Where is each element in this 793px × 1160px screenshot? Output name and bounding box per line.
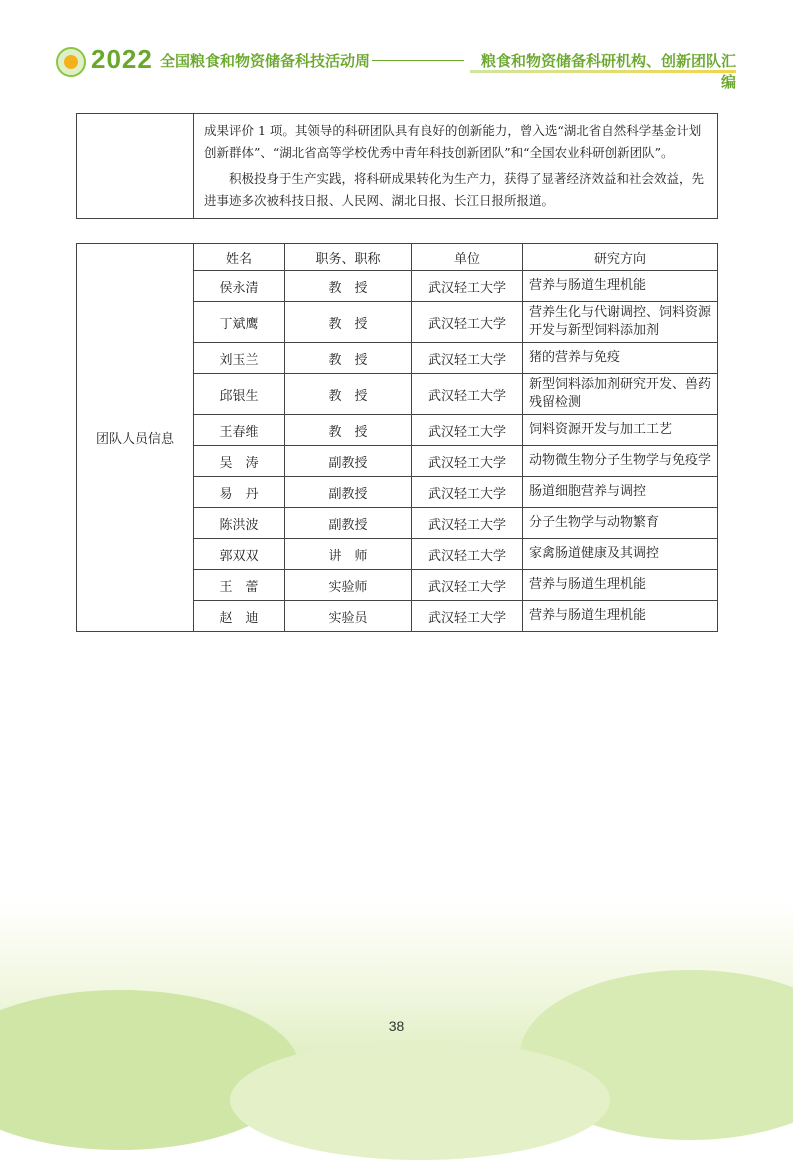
member-name: 刘玉兰 [194,343,285,374]
continuation-text-cell [194,114,718,219]
member-field: 分子生物学与动物繁育 [523,508,718,539]
member-field: 猪的营养与免疫 [523,343,718,374]
member-field: 营养与肠道生理机能 [523,570,718,601]
member-title: 副教授 [285,477,412,508]
member-field: 新型饲料添加剂研究开发、兽药残留检测 [523,374,718,415]
member-title: 教 授 [285,374,412,415]
member-unit: 武汉轻工大学 [412,343,523,374]
header-accent-bar [470,70,736,73]
member-unit: 武汉轻工大学 [412,374,523,415]
member-field: 家禽肠道健康及其调控 [523,539,718,570]
member-unit: 武汉轻工大学 [412,477,523,508]
header-event-title: 全国粮食和物资储备科技活动周 [160,52,371,70]
member-title: 副教授 [285,446,412,477]
continuation-paragraph-2: 积极投身于生产实践，将科研成果转化为生产力，获得了显著经济效益和社会效益，先进事迹多次被科技日报、人民网、湖北日报、长江日报所报道。 [204,171,705,208]
logo-emblem-icon [56,47,86,77]
member-unit: 武汉轻工大学 [412,415,523,446]
header-book-title: 粮食和物资储备科研机构、创新团队汇编 [480,52,736,91]
header-field: 研究方向 [523,244,718,271]
member-unit: 武汉轻工大学 [412,302,523,343]
member-name: 王 蕾 [194,570,285,601]
continuation-label-cell [77,114,194,219]
logo-core [64,55,78,69]
member-unit: 武汉轻工大学 [412,570,523,601]
member-unit: 武汉轻工大学 [412,539,523,570]
header-name: 姓名 [194,244,285,271]
header-unit: 单位 [412,244,523,271]
member-name: 吴 涛 [194,446,285,477]
member-name: 郭双双 [194,539,285,570]
member-name: 王春维 [194,415,285,446]
member-name: 陈洪波 [194,508,285,539]
member-name: 侯永清 [194,271,285,302]
header-title: 职务、职称 [285,244,412,271]
member-name: 赵 迪 [194,601,285,632]
footer-hill-center [230,1040,610,1160]
member-field: 饲料资源开发与加工工艺 [523,415,718,446]
header-divider [372,60,464,61]
member-name: 邱银生 [194,374,285,415]
table-header-row [77,244,718,271]
member-field: 营养与肠道生理机能 [523,271,718,302]
page-header [0,0,793,91]
member-title: 教 授 [285,302,412,343]
member-title: 教 授 [285,415,412,446]
member-unit: 武汉轻工大学 [412,601,523,632]
member-title: 副教授 [285,508,412,539]
member-field: 营养生化与代谢调控、饲料资源开发与新型饲料添加剂 [523,302,718,343]
member-field: 营养与肠道生理机能 [523,601,718,632]
continuation-table [76,113,718,219]
member-title: 实验师 [285,570,412,601]
team-section-label: 团队人员信息 [77,244,194,632]
member-name: 易 丹 [194,477,285,508]
member-title: 教 授 [285,271,412,302]
member-field: 动物微生物分子生物学与免疫学 [523,446,718,477]
member-unit: 武汉轻工大学 [412,508,523,539]
team-members-table [76,243,718,632]
member-title: 教 授 [285,343,412,374]
member-title: 讲 师 [285,539,412,570]
page-number: 38 [388,1018,405,1034]
member-unit: 武汉轻工大学 [412,271,523,302]
member-title: 实验员 [285,601,412,632]
continuation-paragraph-1: 成果评价 1 项。其领导的科研团队具有良好的创新能力，曾入选“湖北省自然科学基金计划创新群体”、“湖北省高等学校优秀中青年科技创新团队”和“全国农业科研创新团队”。 [204,123,702,160]
header-year: 2022 [91,44,153,74]
member-name: 丁斌鹰 [194,302,285,343]
member-field: 肠道细胞营养与调控 [523,477,718,508]
member-unit: 武汉轻工大学 [412,446,523,477]
